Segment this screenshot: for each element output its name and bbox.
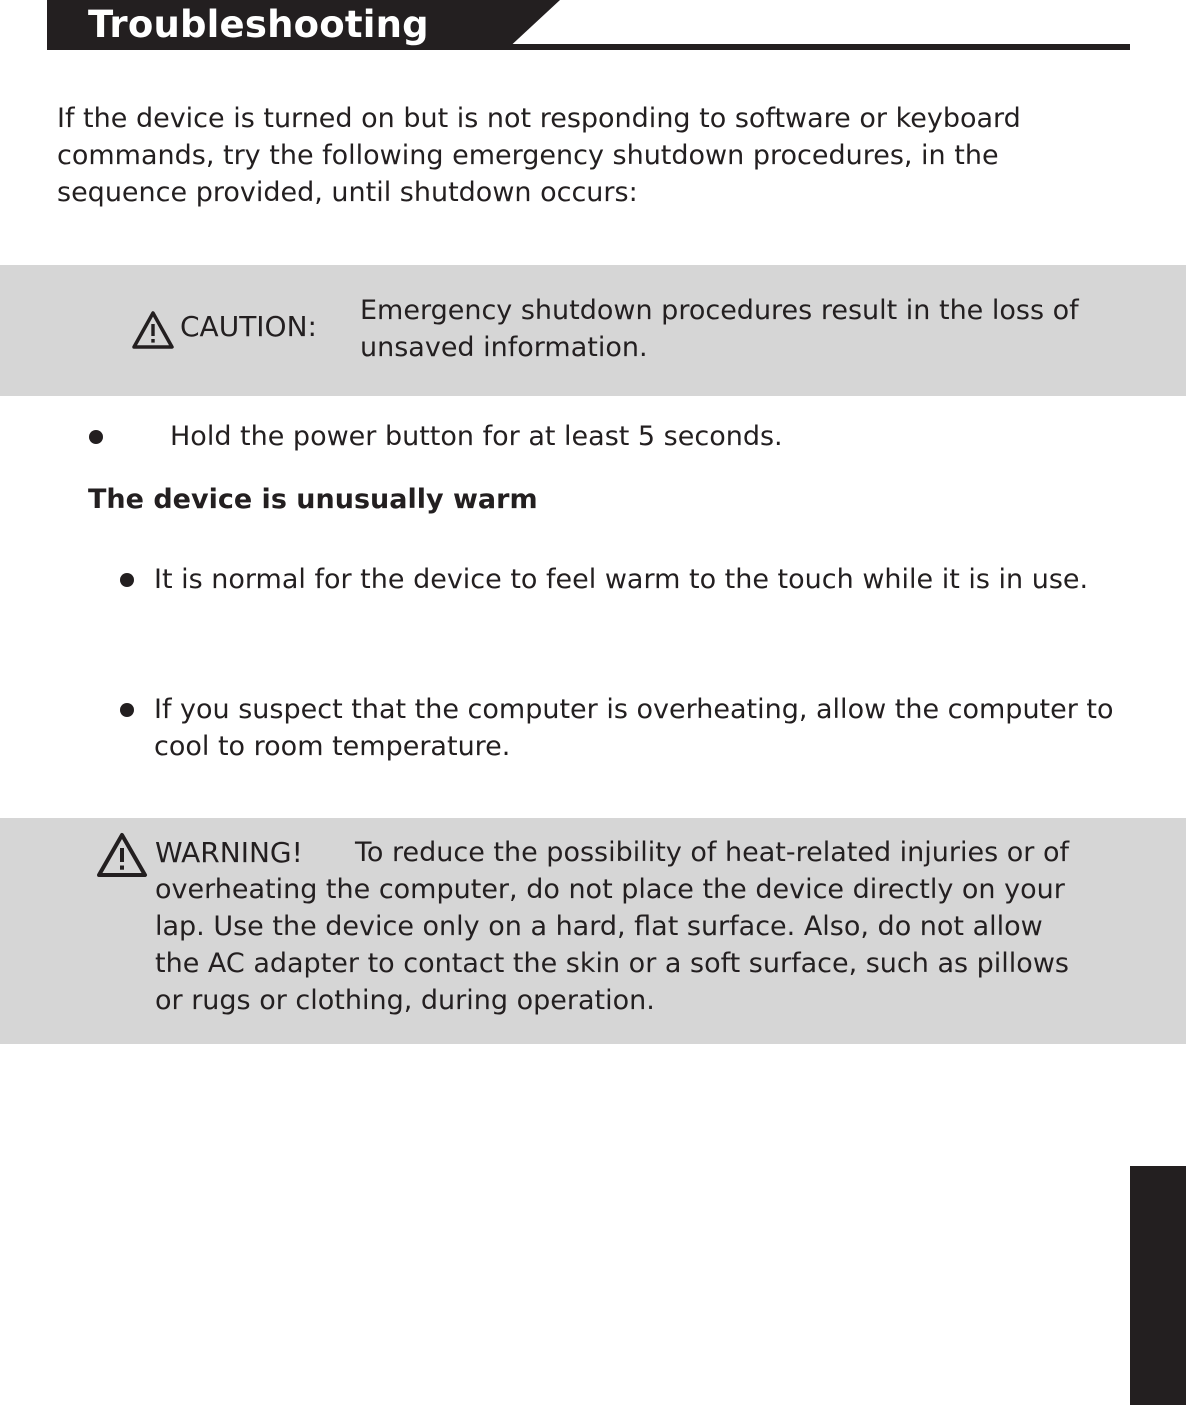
page-title: Troubleshooting <box>88 3 429 46</box>
warning-text: To reduce the possibility of heat-related injuries or of overheating the computer, do not place the device directly on your lap. Use the device only on a hard, flat surface. Also, do not allow the AC adapter to contact the skin or a soft surface, such as pillows or rugs or clothing, during operation. <box>155 837 1069 1016</box>
bullet-icon <box>89 430 103 444</box>
warning-triangle-icon <box>96 832 148 878</box>
section-heading: The device is unusually warm <box>88 484 538 515</box>
bullet-icon <box>120 703 134 717</box>
caution-text: Emergency shutdown procedures result in the loss of unsaved information. <box>360 295 1079 363</box>
warning-triangle-icon <box>131 310 175 350</box>
warning-label: WARNING! <box>155 836 303 869</box>
intro-paragraph: If the device is turned on but is not responding to software or keyboard commands, try the following emergency shutdown procedures, in the sequence provided, until shutdown occurs: <box>57 103 1021 208</box>
bullet-icon <box>120 573 134 587</box>
side-tab <box>1130 1166 1186 1405</box>
caution-label: CAUTION: <box>180 310 317 343</box>
list-item: If you suspect that the computer is overheating, allow the computer to cool to room temperature. <box>154 694 1114 762</box>
list-item: It is normal for the device to feel warm to the touch while it is in use. <box>154 564 1089 595</box>
step-text: Hold the power button for at least 5 seconds. <box>170 421 783 452</box>
